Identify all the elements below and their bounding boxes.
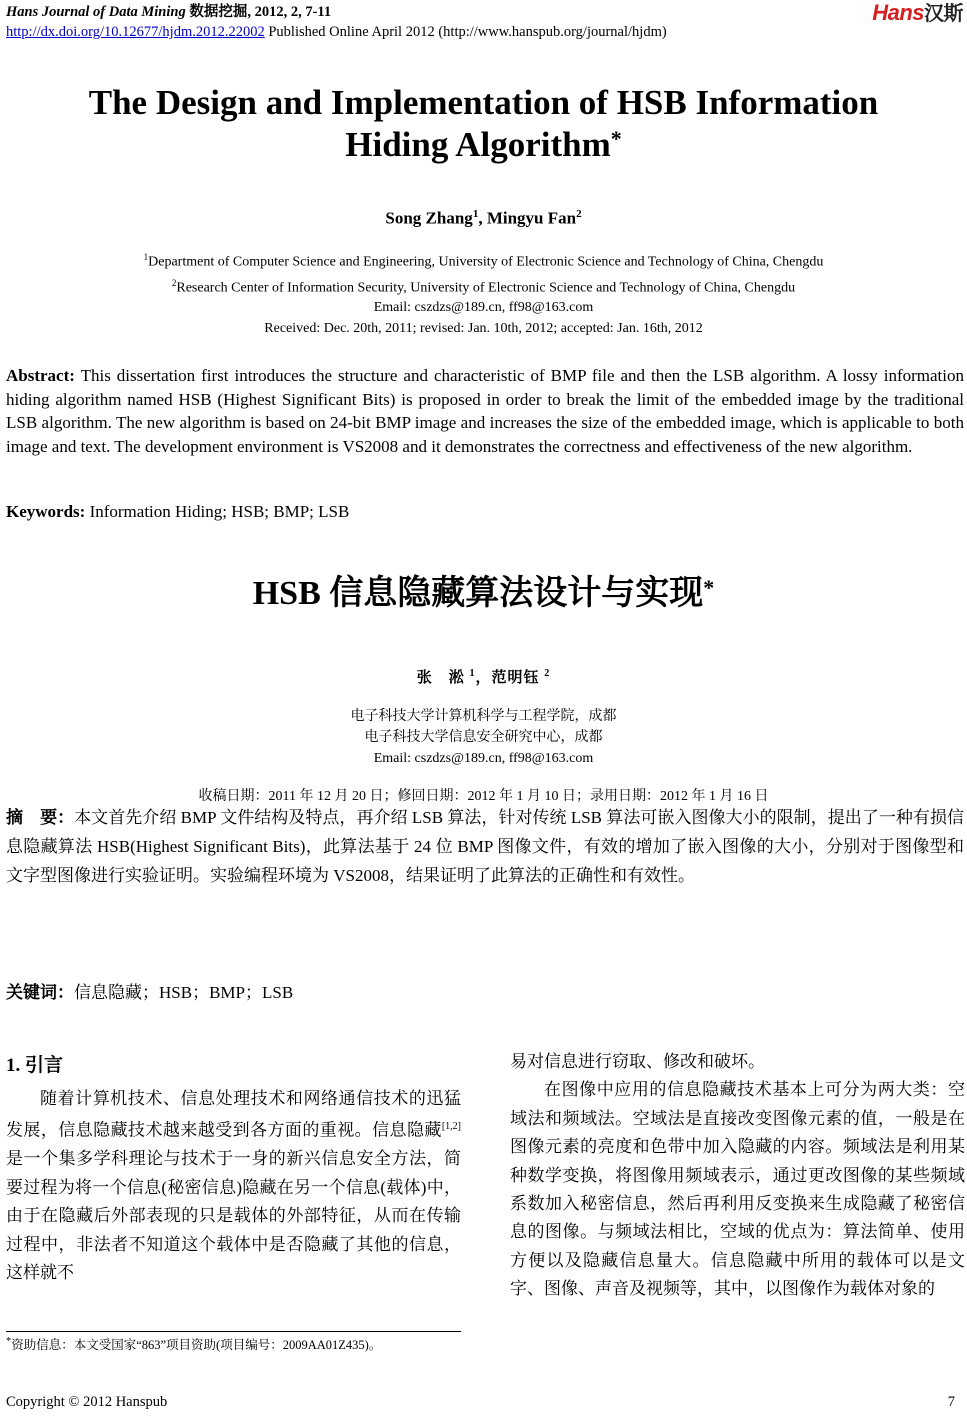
- received-dates-en: Received: Dec. 20th, 2011; revised: Jan. 10th, 2012; accepted: Jan. 16th, 2012: [264, 321, 703, 336]
- abstract-label: Abstract:: [6, 366, 75, 385]
- author-cn-1: 张 淞: [416, 670, 465, 686]
- affiliations-cn: [0, 706, 967, 769]
- author-2: Mingyu Fan: [486, 208, 577, 228]
- keywords-text: Information Hiding; HSB; BMP; LSB: [85, 502, 350, 521]
- section-heading-intro: 1. 引言: [6, 1055, 64, 1076]
- intro-paragraph-1-continued: 易对信息进行窃取、修改和破坏。: [510, 1052, 765, 1071]
- affiliation-cn-2: 电子科技大学信息安全研究中心，成都: [364, 730, 603, 745]
- title-footnote-marker: *: [610, 126, 622, 151]
- authors-en: Song Zhang$^1$, Mingyu Fan$^2$: [385, 208, 582, 228]
- intro-paragraph-1: 随着计算机技术、信息处理技术和网络通信技术的迅猛发展，信息隐藏技术越来越受到各方面的重视。信息隐藏[1,2]是一个集多学科理论与技术于一身的新兴信息安全方法，简要过程为将一个信息(秘密信息)隐藏在另一个信息(载体)中，由于在隐藏后外部表现的只是载体的外部特征，从而在传输过程中，非法者不知道这个载体中是否隐藏了其他的信息，这样就不: [6, 1089, 461, 1283]
- intro-paragraph-2: 在图像中应用的信息隐藏技术基本上可分为两大类：空域法和频域法。空域法是直接改变图像元素的值，一般是在图像元素的亮度和色带中加入隐藏的内容。频域法是利用某种数学变换，将图像用频域表示，通过更改图像的某些频域系数加入秘密信息，然后再利用反变换来生成隐藏了秘密信息的图像。与频域法相比，空域的优点为：算法简单、使用方便以及隐藏信息量大。信息隐藏中所用的载体可以是文字、图像、声音及视频等，其中，以图像作为载体对象的: [510, 1080, 965, 1299]
- abstract-cn: [6, 803, 964, 890]
- author-1: Song Zhang: [385, 208, 473, 228]
- author-cn-2: 范明钰: [491, 670, 540, 686]
- abstract-en: [6, 364, 964, 458]
- affiliations-en: [0, 247, 967, 318]
- keywords-cn: [6, 978, 964, 1003]
- title-cn: HSB 信息隐藏算法设计与实现*: [252, 575, 715, 612]
- citation-ref[interactable]: [1,2]: [441, 1121, 461, 1133]
- title-cn-footnote-marker: *: [703, 575, 715, 600]
- abstract-text: This dissertation first introduces the structure and characteristic of BMP file and then the LSB algorithm. A lossy information hiding algorithm named HSB (Highest Significant Bits) is proposed in order to break the limit of the embedded image by the traditional LSB algorithm. The new algorithm is based on 24-bit BMP image and increases the size of the embedded image, which is applicable to both image and text. The development environment is VS2008 and it demonstrates the correctness and effectiveness of the new algorithm.: [6, 366, 964, 456]
- authors-cn: 张 淞 $^1$，范明钰 $^2$: [416, 668, 551, 686]
- affiliation-2: $^2$Research Center of Information Security, University of Electronic Science and Technology of China, Chengdu: [171, 277, 796, 296]
- doi-link[interactable]: http://dx.doi.org/10.12677/hjdm.2012.22002: [6, 24, 265, 40]
- keywords-cn-text: 信息隐藏；HSB；BMP；LSB: [74, 983, 294, 1002]
- email-en: Email: cszdzs@189.cn, ff98@163.com: [373, 300, 594, 316]
- doi-line: [6, 22, 667, 42]
- affiliation-cn-1: 电子科技大学计算机科学与工程学院，成都: [350, 709, 617, 724]
- keywords-label: Keywords:: [6, 502, 86, 521]
- title-en-line1: The Design and Implementation of HSB Information: [88, 83, 879, 122]
- keywords-cn-label: 关键词：: [6, 983, 74, 1002]
- abstract-cn-text: 本文首先介绍 BMP 文件结构及特点，再介绍 LSB 算法，针对传统 LSB 算法可嵌入图像大小的限制，提出了一种有损信息隐藏算法 HSB(Highest Significant Bits)，此算法基于 24 位 BMP 图像文件，有效的增加了嵌入图像的大小，分别对于图像型和文字型图像进行实验证明。实验编程环境为 VS2008，结果证明了此算法的正确性和有效性。: [6, 808, 964, 885]
- abstract-cn-label: 摘 要：: [6, 808, 75, 827]
- published-online: Published Online April 2012 (http://www.hanspub.org/journal/hjdm): [268, 24, 667, 40]
- footnote-divider: [6, 1331, 461, 1332]
- title-en-line2: Hiding Algorithm*: [345, 125, 622, 164]
- running-header: [6, 2, 667, 42]
- journal-name: Hans Journal of Data Mining 数据挖掘: [6, 4, 248, 20]
- email-cn: Email: cszdzs@189.cn, ff98@163.com: [373, 751, 594, 766]
- keywords-en: [6, 502, 964, 522]
- journal-issue: , 2012, 2, 7-11: [247, 4, 332, 20]
- body-column-left: [6, 1048, 461, 1288]
- body-column-right: [510, 1048, 965, 1304]
- copyright-footer: Copyright © 2012 Hanspub: [6, 1394, 168, 1410]
- title-en: [0, 82, 967, 166]
- page-number: 7: [947, 1394, 955, 1410]
- funding-footnote: *资助信息：本文受国家“863”项目资助(项目编号：2009AA01Z435)。: [6, 1335, 382, 1352]
- affiliation-1: $^1$Department of Computer Science and Engineering, University of Electronic Science and Technology of China, Chengdu: [143, 252, 824, 270]
- journal-line: [6, 2, 667, 22]
- hanspub-logo: Hans汉斯: [872, 0, 963, 25]
- received-dates-cn: 收稿日期：2011 年 12 月 20 日；修回日期：2012 年 1 月 10 日；录用日期：2012 年 1 月 16 日: [198, 789, 769, 804]
